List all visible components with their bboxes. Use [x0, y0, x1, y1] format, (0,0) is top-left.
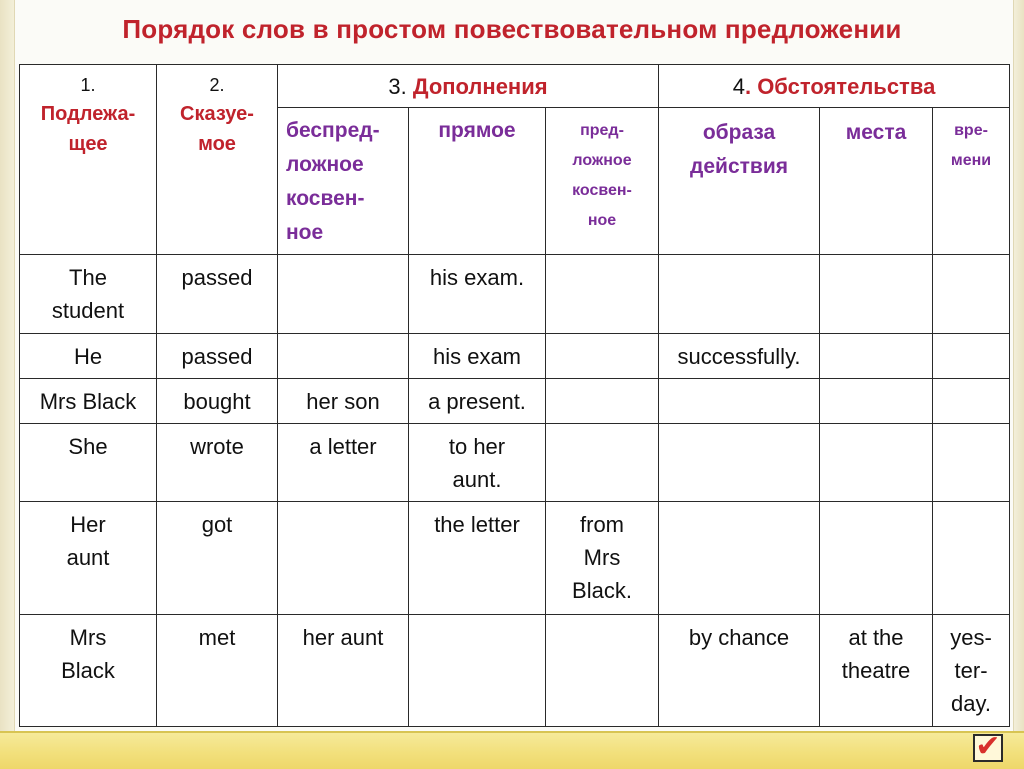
cell-direct — [409, 255, 546, 334]
cell-direct — [409, 379, 546, 424]
table-row — [20, 424, 1010, 502]
cell-line: Black. — [572, 578, 632, 603]
cell-line: his exam — [432, 344, 522, 369]
cell-line: He — [73, 344, 103, 369]
cell-indirect — [278, 379, 409, 424]
cell-time — [933, 255, 1010, 334]
cell-predicate — [157, 379, 278, 424]
table-row — [20, 255, 1010, 334]
cell-indirect — [278, 334, 409, 379]
cell-time — [933, 615, 1010, 727]
header-indirect-object — [278, 108, 409, 255]
header-subject-line1: Подлежа- — [40, 103, 136, 125]
cell-line: his exam. — [429, 265, 525, 290]
cell-prepositional — [546, 615, 659, 727]
table-row — [20, 502, 1010, 615]
right-frame-border — [1013, 0, 1024, 767]
cell-direct — [409, 502, 546, 615]
header-indirect-line4: ное — [286, 221, 324, 244]
cell-direct — [409, 615, 546, 727]
cell-place — [820, 615, 933, 727]
cell-manner — [659, 334, 820, 379]
cell-line: her aunt — [302, 625, 384, 650]
table-row — [20, 615, 1010, 727]
header-manner-line1: образа — [702, 121, 776, 144]
header-place — [820, 108, 933, 255]
cell-manner — [659, 615, 820, 727]
slide-title: Порядок слов в простом повествовательном предложении — [122, 14, 902, 44]
header-prepositional-object — [546, 108, 659, 255]
cell-line: theatre — [841, 658, 911, 683]
cell-predicate — [157, 255, 278, 334]
cell-line: at the — [848, 625, 904, 650]
cell-line: Mrs — [69, 625, 107, 650]
cell-prepositional — [546, 255, 659, 334]
cell-line: a present. — [428, 389, 526, 414]
cell-subject — [20, 615, 157, 727]
header-prep-line3: косвен- — [572, 182, 632, 199]
cell-predicate — [157, 502, 278, 615]
cell-predicate — [157, 424, 278, 502]
cell-line: successfully. — [677, 344, 801, 369]
header-indirect-line1: беспред- — [286, 119, 380, 142]
cell-subject — [20, 424, 157, 502]
cell-line: the letter — [434, 512, 520, 537]
cell-line: aunt. — [452, 467, 502, 492]
cell-place — [820, 379, 933, 424]
header-objects — [278, 65, 659, 108]
cell-line: Mrs Black — [39, 389, 137, 414]
cell-subject — [20, 379, 157, 424]
cell-place — [820, 255, 933, 334]
cell-indirect — [278, 255, 409, 334]
cell-line: Black — [61, 658, 115, 683]
cell-line: student — [51, 298, 125, 323]
cell-line: wrote — [190, 434, 244, 459]
header-direct-label: прямое — [438, 119, 516, 142]
cell-direct — [409, 334, 546, 379]
header-time — [933, 108, 1010, 255]
cell-predicate — [157, 615, 278, 727]
cell-place — [820, 424, 933, 502]
cell-line: from — [580, 512, 624, 537]
header-subject — [20, 65, 157, 255]
cell-manner — [659, 379, 820, 424]
header-direct-object — [409, 108, 546, 255]
cell-line: Her — [70, 512, 106, 537]
cell-line: ter- — [954, 658, 988, 683]
header-place-label: места — [845, 121, 907, 144]
cell-line: her son — [306, 389, 380, 414]
table-row — [20, 379, 1010, 424]
header-indirect-line3: косвен- — [286, 187, 365, 210]
cell-place — [820, 334, 933, 379]
cell-time — [933, 379, 1010, 424]
word-order-table — [19, 64, 1010, 727]
header-prep-line1: пред- — [580, 122, 624, 139]
cell-line: aunt — [66, 545, 110, 570]
header-time-line2: мени — [950, 152, 992, 169]
table-body — [20, 255, 1010, 727]
cell-manner — [659, 255, 820, 334]
header-adverbials-label: . Обстоятельства — [744, 73, 936, 99]
cell-line: bought — [183, 389, 251, 414]
header-predicate-number: 2. — [209, 75, 225, 95]
bottom-bar — [0, 731, 1024, 769]
cell-predicate — [157, 334, 278, 379]
cell-line: Mrs — [583, 545, 621, 570]
cell-line: passed — [181, 344, 253, 369]
header-objects-number: 3. — [388, 73, 413, 99]
cell-time — [933, 502, 1010, 615]
header-predicate-line1: Сказуе- — [180, 103, 254, 125]
header-manner — [659, 108, 820, 255]
cell-prepositional — [546, 502, 659, 615]
header-time-line1: вре- — [954, 122, 988, 139]
cell-indirect — [278, 615, 409, 727]
cell-indirect — [278, 424, 409, 502]
header-adverbials-number: 4 — [732, 73, 745, 99]
header-prep-line2: ложное — [572, 152, 632, 169]
header-subject-number: 1. — [80, 75, 96, 95]
cell-indirect — [278, 502, 409, 615]
cell-line: to her — [448, 434, 506, 459]
cell-line: passed — [181, 265, 253, 290]
header-manner-line2: действия — [690, 155, 788, 178]
header-row-top — [20, 65, 1010, 108]
header-prep-line4: ное — [587, 212, 617, 229]
cell-prepositional — [546, 334, 659, 379]
cell-manner — [659, 424, 820, 502]
checkmark-icon: ✔ — [973, 734, 1003, 762]
cell-subject — [20, 502, 157, 615]
cell-line: got — [201, 512, 233, 537]
cell-line: met — [198, 625, 236, 650]
cell-prepositional — [546, 424, 659, 502]
header-predicate — [157, 65, 278, 255]
cell-direct — [409, 424, 546, 502]
cell-manner — [659, 502, 820, 615]
cell-time — [933, 424, 1010, 502]
header-predicate-line2: мое — [198, 133, 236, 155]
cell-subject — [20, 255, 157, 334]
header-indirect-line2: ложное — [286, 153, 364, 176]
cell-time — [933, 334, 1010, 379]
cell-line: a letter — [309, 434, 377, 459]
cell-line: by chance — [688, 625, 790, 650]
header-adverbials — [659, 65, 1010, 108]
header-objects-label: Дополнения — [412, 73, 548, 99]
cell-subject — [20, 334, 157, 379]
cell-prepositional — [546, 379, 659, 424]
cell-line: yes- — [950, 625, 992, 650]
cell-line: She — [68, 434, 108, 459]
cell-line: The — [69, 265, 107, 290]
cell-line: day. — [951, 691, 991, 716]
left-frame-border — [0, 0, 15, 767]
header-subject-line2: щее — [68, 133, 108, 155]
table-row — [20, 334, 1010, 379]
cell-place — [820, 502, 933, 615]
